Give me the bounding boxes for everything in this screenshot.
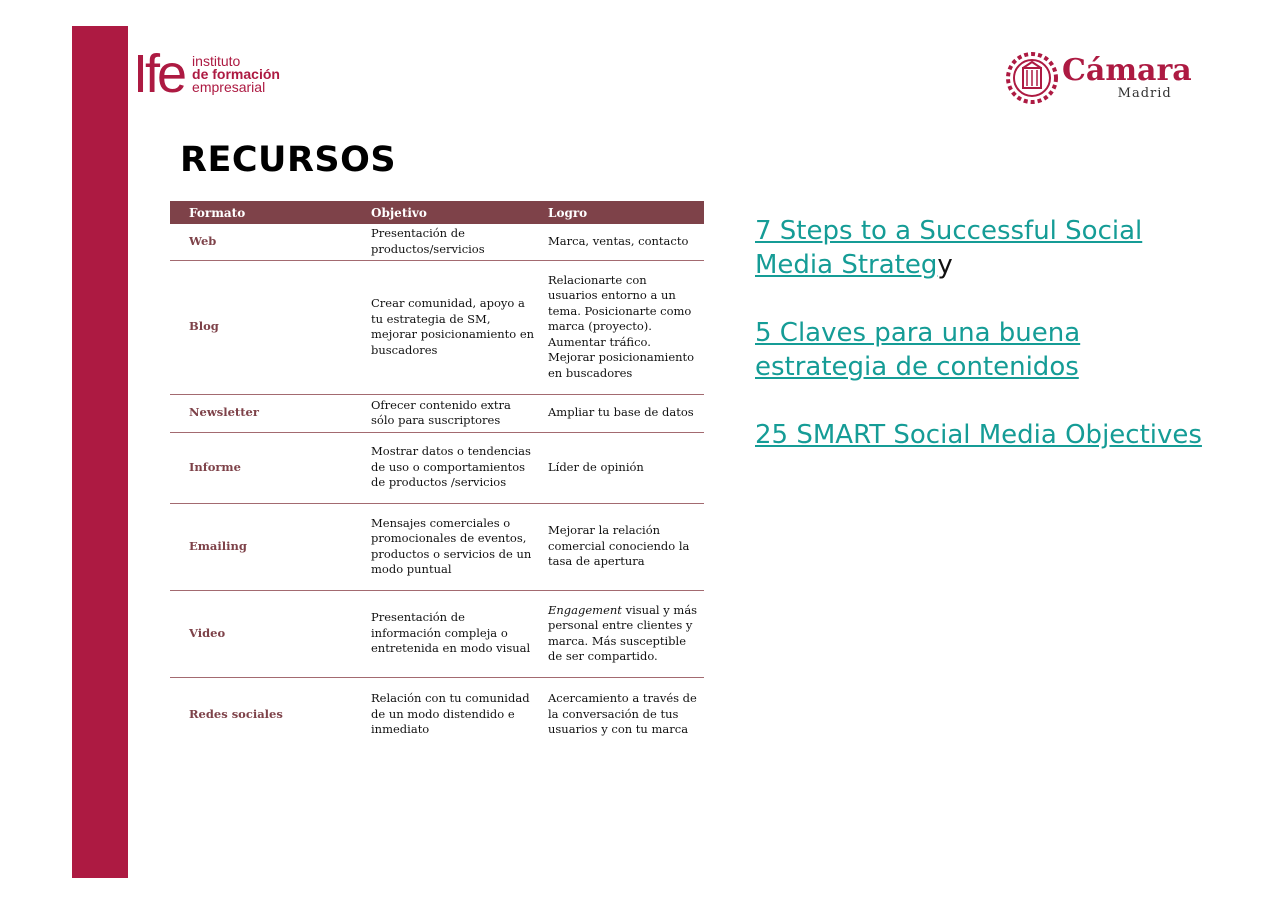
table-row — [170, 432, 704, 503]
table-row — [170, 503, 704, 590]
cell-objetivo: Relación con tu comunidad de un modo distendido e inmediato — [371, 691, 530, 736]
cell-logro — [542, 590, 704, 677]
ife-logo — [133, 44, 280, 104]
table-row — [170, 224, 704, 260]
page-title: RECURSOS — [180, 140, 397, 180]
link-item — [755, 214, 1205, 282]
cell-logro-emphasis: Engagement — [548, 602, 622, 617]
resource-links — [755, 214, 1205, 486]
resources-table — [170, 201, 704, 751]
cell-logro: Líder de opinión — [542, 432, 704, 503]
table-row — [170, 260, 704, 394]
cell-formato: Web — [170, 224, 365, 260]
content-strategy-link[interactable]: 5 Claves para una buena estrategia de contenidos — [755, 318, 1081, 382]
link-trailing-text: y — [937, 250, 953, 280]
cell-formato: Blog — [170, 260, 365, 394]
column-header-formato: Formato — [170, 201, 365, 224]
gear-seal-icon — [1004, 50, 1060, 106]
cell-objetivo: Crear comunidad, apoyo a tu estrategia de SM, mejorar posicionamiento en buscadores — [365, 260, 542, 394]
cell-formato: Informe — [170, 432, 365, 503]
cell-formato: Emailing — [170, 503, 365, 590]
side-accent-bar — [72, 26, 128, 878]
cell-logro-text: visual y más personal entre clientes y marca. Más susceptible de ser compartido. — [548, 602, 698, 663]
cell-formato: Newsletter — [170, 394, 365, 432]
table-row — [170, 590, 704, 677]
cell-formato: Redes sociales — [189, 706, 283, 721]
column-header-objetivo: Objetivo — [365, 201, 542, 224]
column-header-logro: Logro — [542, 201, 704, 224]
camara-logo-city: Madrid — [1117, 86, 1172, 101]
smart-objectives-link[interactable]: 25 SMART Social Media Objectives — [755, 420, 1202, 450]
cell-objetivo: Mostrar datos o tendencias de uso o comportamientos de productos /servicios — [365, 432, 542, 503]
camara-madrid-logo — [1004, 48, 1192, 108]
cell-logro: Mejorar la relación comercial conociendo la tasa de apertura — [542, 503, 704, 590]
cell-logro: Acercamiento a través de la conversación de tus usuarios y con tu marca — [548, 691, 697, 736]
table-header-row — [170, 201, 704, 224]
cell-objetivo: Presentación de información compleja o entretenida en modo visual — [365, 590, 542, 677]
link-item — [755, 418, 1205, 452]
cell-logro: Ampliar tu base de datos — [542, 394, 704, 432]
cell-formato: Video — [170, 590, 365, 677]
cell-objetivo: Ofrecer contenido extra sólo para suscriptores — [365, 394, 542, 432]
ife-logo-line3: empresarial — [192, 78, 266, 95]
cell-logro: Marca, ventas, contacto — [542, 224, 704, 260]
cell-objetivo: Mensajes comerciales o promocionales de eventos, productos o servicios de un modo puntual — [365, 503, 542, 590]
ife-logo-line2: de formación — [192, 65, 280, 82]
cell-logro: Relacionarte con usuarios entorno a un tema. Posicionarte como marca (proyecto). Aumentar tráfico. Mejorar posicionamiento en buscadores — [542, 260, 704, 394]
camara-logo-name: Cámara — [1062, 53, 1192, 88]
table-row — [170, 394, 704, 432]
link-item — [755, 316, 1205, 384]
table-row — [170, 677, 704, 751]
ife-logo-mark: Ife — [133, 44, 185, 104]
social-media-strategy-link[interactable]: 7 Steps to a Successful Social Media Strateg — [755, 216, 1143, 280]
ife-logo-line1: instituto — [192, 52, 241, 69]
cell-objetivo: Presentación de productos/servicios — [365, 224, 542, 260]
